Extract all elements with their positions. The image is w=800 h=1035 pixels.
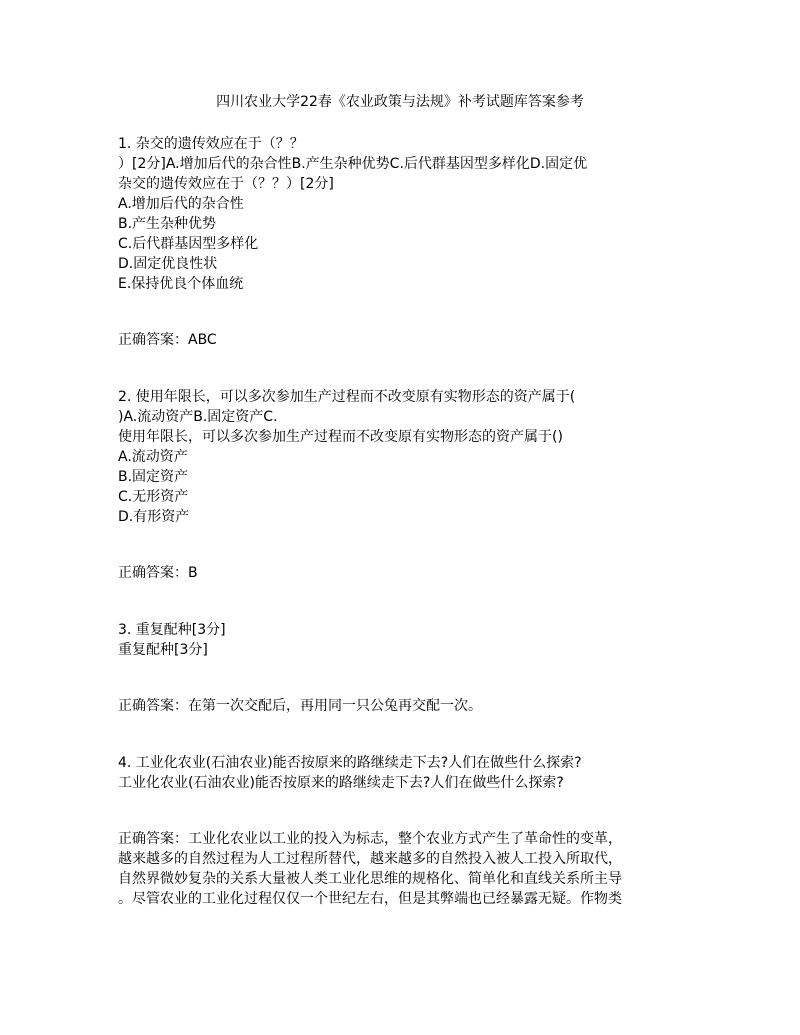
question-1 — [118, 134, 698, 350]
question-1-option-e: E.保持优良个体血统 — [118, 276, 244, 292]
question-3 — [118, 620, 698, 716]
spacer — [118, 350, 698, 387]
question-2-option-b: B.固定资产 — [118, 469, 189, 485]
spacer — [118, 294, 698, 330]
question-2-answer: 正确答案：B — [118, 565, 198, 581]
question-3-stem-line-1: 3. 重复配种[3分] — [118, 622, 226, 638]
question-4-stem-line-2: 工业化农业(石油农业)能否按原来的路继续走下去?人们在做些什么探索? — [118, 775, 564, 791]
question-4-stem-line-1: 4. 工业化农业(石油农业)能否按原来的路继续走下去?人们在做些什么探索? — [118, 755, 582, 771]
question-4-answer-line-3: 自然界微妙复杂的关系大量被人类工业化思维的规格化、简单化和直线关系所主导 — [118, 871, 622, 887]
question-1-option-b: B.产生杂种优势 — [118, 216, 217, 232]
question-1-stem-line-2: ）[2分]A.增加后代的杂合性B.产生杂种优势C.后代群基因型多样化D.固定优 — [118, 156, 588, 172]
question-1-option-d: D.固定优良性状 — [118, 256, 218, 272]
spacer — [118, 527, 698, 563]
question-1-option-a: A.增加后代的杂合性 — [118, 196, 244, 212]
question-2-stem-line-3: 使用年限长，可以多次参加生产过程而不改变原有实物形态的资产属于() — [118, 429, 563, 445]
question-2-option-c: C.无形资产 — [118, 489, 189, 505]
spacer — [118, 793, 698, 829]
question-1-stem-line-1: 1. 杂交的遗传效应在于（？？ — [118, 136, 304, 152]
question-3-answer: 正确答案：在第一次交配后，再用同一只公兔再交配一次。 — [118, 698, 482, 714]
question-2-option-d: D.有形资产 — [118, 509, 190, 525]
question-3-stem-line-2: 重复配种[3分] — [118, 642, 208, 658]
question-4 — [118, 753, 698, 909]
question-1-stem-line-3: 杂交的遗传效应在于（？？）[2分] — [118, 176, 334, 192]
spacer — [118, 716, 698, 753]
question-2-option-a: A.流动资产 — [118, 449, 188, 465]
question-2-stem-line-1: 2. 使用年限长，可以多次参加生产过程而不改变原有实物形态的资产属于( — [118, 389, 576, 405]
question-4-answer-line-1: 正确答案：工业化农业以工业的投入为标志，整个农业方式产生了革命性的变革， — [118, 831, 622, 847]
spacer — [118, 660, 698, 696]
question-2 — [118, 387, 698, 583]
question-2-stem-line-2: )A.流动资产B.固定资产C. — [118, 409, 278, 425]
spacer — [118, 583, 698, 620]
question-4-answer-line-4: 。尽管农业的工业化过程仅仅一个世纪左右，但是其弊端也已经暴露无疑。作物类 — [118, 891, 622, 907]
document-body — [118, 134, 698, 909]
question-4-answer-line-2: 越来越多的自然过程为人工过程所替代，越来越多的自然投入被人工投入所取代， — [118, 851, 622, 867]
document-title: 四川农业大学22春《农业政策与法规》补考试题库答案参考 — [216, 94, 584, 110]
question-1-option-c: C.后代群基因型多样化 — [118, 236, 259, 252]
question-1-answer: 正确答案：ABC — [118, 332, 217, 348]
